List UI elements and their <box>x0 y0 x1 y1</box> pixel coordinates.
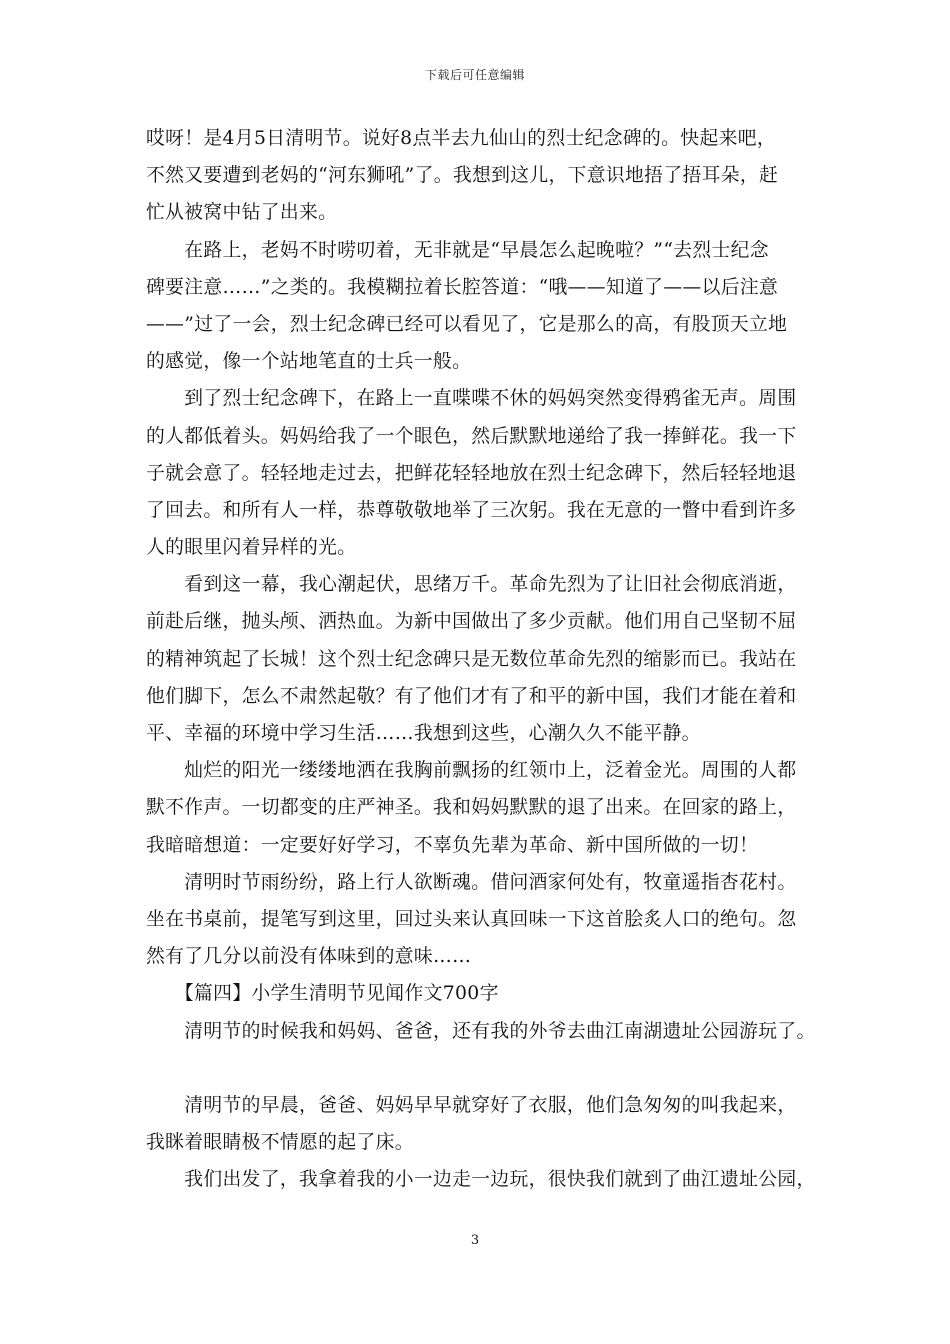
text-line: 他们脚下，怎么不肃然起敬？有了他们才有了和平的新中国，我们才能在着和 <box>146 685 797 707</box>
text-line: ——”过了一会，烈士纪念碑已经可以看见了，它是那么的高，有股顶天立地 <box>146 313 788 335</box>
text-line: 在路上，老妈不时唠叨着，无非就是“早晨怎么起晚啦？”“去烈士纪念 <box>146 239 769 261</box>
page-header: 下载后可任意编辑 <box>424 68 525 82</box>
text-line: 【篇四】小学生清明节见闻作文700字 <box>146 983 499 1005</box>
text-line: 人的眼里闪着异样的光。 <box>146 537 357 559</box>
text-line: 然有了几分以前没有体味到的意味…… <box>146 946 472 968</box>
text-line: 前赴后继，抛头颅、洒热血。为新中国做出了多少贡献。他们用自己坚韧不屈 <box>146 611 797 633</box>
text-line: 子就会意了。轻轻地走过去，把鲜花轻轻地放在烈士纪念碑下，然后轻轻地退 <box>146 462 797 484</box>
text-line: 默不作声。一切都变的庄严神圣。我和妈妈默默的退了出来。在回家的路上， <box>146 797 797 819</box>
text-line: 坐在书桌前，提笔写到这里，回过头来认真回味一下这首脍炙人口的绝句。忽 <box>146 908 797 930</box>
text-line: 了回去。和所有人一样，恭尊敬敬地举了三次躬。我在无意的一瞥中看到许多 <box>146 499 797 521</box>
text-line: 我们出发了，我拿着我的小一边走一边玩，很快我们就到了曲江遗址公园， <box>146 1169 816 1191</box>
text-line: 不然又要遭到老妈的“河东狮吼”了。我想到这儿，下意识地捂了捂耳朵，赶 <box>146 165 779 187</box>
text-line: 忙从被窝中钻了出来。 <box>146 202 338 224</box>
text-line: 平、幸福的环境中学习生活……我想到这些，心潮久久不能平静。 <box>146 723 701 744</box>
document-body <box>146 120 816 1198</box>
text-line: 哎呀！是4月5日清明节。说好8点半去九仙山的烈士纪念碑的。快起来吧， <box>146 128 776 149</box>
text-line: 的感觉，像一个站地笔直的士兵一般。 <box>146 351 472 373</box>
text-line: 到了烈士纪念碑下，在路上一直喋喋不休的妈妈突然变得鸦雀无声。周围 <box>146 388 797 410</box>
text-line: 碑要注意……”之类的。我模糊拉着长腔答道：“哦——知道了——以后注意 <box>146 276 779 298</box>
text-line: 灿烂的阳光一缕缕地洒在我胸前飘扬的红领巾上，泛着金光。周围的人都 <box>146 760 797 782</box>
text-line: 我眯着眼睛极不情愿的起了床。 <box>146 1131 414 1153</box>
text-line: 清明时节雨纷纷，路上行人欲断魂。借问酒家何处有，牧童遥指杏花村。 <box>146 871 797 893</box>
blank-line <box>146 1050 816 1087</box>
text-line: 清明节的早晨，爸爸、妈妈早早就穿好了衣服，他们急匆匆的叫我起来， <box>146 1094 797 1116</box>
text-line: 看到这一幕，我心潮起伏，思绪万千。革命先烈为了让旧社会彻底消逝， <box>146 574 797 596</box>
text-line: 的精神筑起了长城！这个烈士纪念碑只是无数位革命先烈的缩影而已。我站在 <box>146 648 797 670</box>
page-number: 3 <box>470 1233 480 1248</box>
text-line: 的人都低着头。妈妈给我了一个眼色，然后默默地递给了我一捧鲜花。我一下 <box>146 425 797 447</box>
text-line: 清明节的时候我和妈妈、爸爸，还有我的外爷去曲江南湖遗址公园游玩了。 <box>146 1020 816 1042</box>
text-line: 我暗暗想道：一定要好好学习，不辜负先辈为革命、新中国所做的一切！ <box>146 834 759 856</box>
